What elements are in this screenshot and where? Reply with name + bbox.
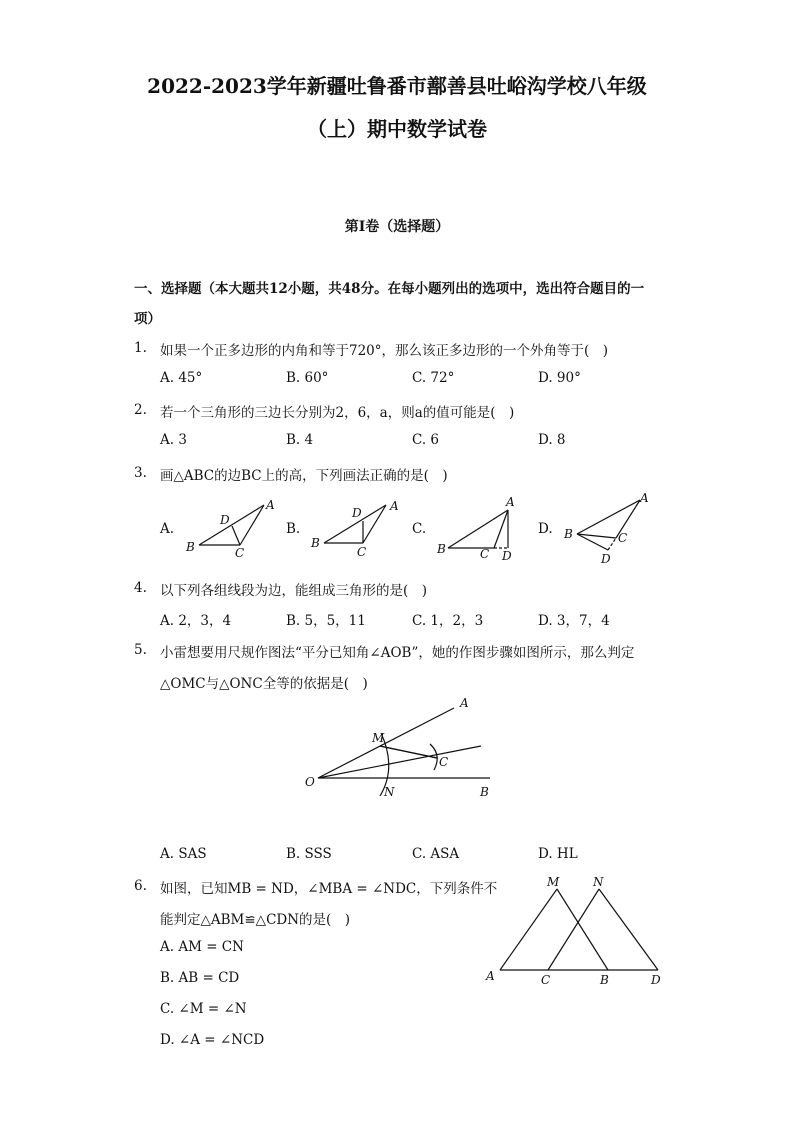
question-number: 4. xyxy=(134,580,147,596)
label-b: B xyxy=(311,536,320,550)
option-a: A. xyxy=(160,521,175,537)
label-a: A xyxy=(640,491,649,505)
label-d: D xyxy=(352,506,362,520)
q3-figure-d xyxy=(560,490,660,568)
label-b: B xyxy=(564,527,573,541)
label-d: D xyxy=(220,513,230,527)
option-a: A. 45° xyxy=(160,370,203,386)
option-b: B. 4 xyxy=(286,432,314,448)
exam-title-line1: 2022-2023学年新疆吐鲁番市鄯善县吐峪沟学校八年级 xyxy=(147,74,647,98)
question-text: 如果一个正多边形的内角和等于720°，那么该正多边形的一个外角等于( ) xyxy=(160,343,609,359)
q6-figure-triangles xyxy=(482,870,672,992)
question-text-line2: △OMC与△ONC全等的依据是( ) xyxy=(160,676,368,692)
label-d: D xyxy=(651,973,661,987)
label-n: N xyxy=(384,785,395,799)
option-d: D. HL xyxy=(538,846,578,862)
label-a: A xyxy=(506,495,515,509)
q3-figure-b xyxy=(306,497,406,559)
label-c: C xyxy=(439,755,449,769)
part1-heading-line2: 项） xyxy=(134,311,161,327)
label-a: A xyxy=(460,696,469,710)
option-b: B. xyxy=(286,521,301,537)
label-c: C xyxy=(480,547,490,561)
question-text-line2: 能判定△ABM≌△CDN的是( ) xyxy=(160,912,351,928)
label-c: C xyxy=(618,531,628,545)
option-c: C. 72° xyxy=(412,370,455,386)
option-a: A. SAS xyxy=(160,846,207,862)
option-c: C. 6 xyxy=(412,432,440,448)
label-b: B xyxy=(480,785,489,799)
option-c: C. ∠M = ∠N xyxy=(160,1001,247,1017)
question-text: 若一个三角形的三边长分别为2，6，a，则a的值可能是( ) xyxy=(160,405,515,421)
label-b: B xyxy=(600,973,609,987)
option-c: C. xyxy=(412,521,427,537)
question-text: 以下列各组线段为边，能组成三角形的是( ) xyxy=(160,583,428,599)
label-c: C xyxy=(541,973,551,987)
question-number: 3. xyxy=(134,465,147,481)
label-d: D xyxy=(502,549,512,563)
option-b: B. AB = CD xyxy=(160,970,240,986)
option-c: C. ASA xyxy=(412,846,460,862)
q3-figure-c xyxy=(432,492,532,564)
label-m: M xyxy=(372,731,385,745)
option-b: B. 5，5，11 xyxy=(286,613,366,629)
option-a: A. 3 xyxy=(160,432,187,448)
question-text: 画△ABC的边BC上的高，下列画法正确的是( ) xyxy=(160,468,448,484)
option-b: B. SSS xyxy=(286,846,332,862)
option-a: A. AM = CN xyxy=(160,939,244,955)
volume-heading: 第I卷（选择题） xyxy=(344,219,450,235)
question-number: 2. xyxy=(134,402,147,418)
question-number: 1. xyxy=(134,340,147,356)
label-o: O xyxy=(305,775,315,789)
label-a: A xyxy=(486,969,495,983)
label-c: C xyxy=(357,545,367,559)
option-d: D. 90° xyxy=(538,370,581,386)
question-number: 5. xyxy=(134,642,147,658)
label-a: A xyxy=(266,498,275,512)
q5-figure-angle-bisector xyxy=(300,692,500,804)
exam-title-line2: （上）期中数学试卷 xyxy=(307,117,487,141)
option-b: B. 60° xyxy=(286,370,329,386)
label-a: A xyxy=(390,499,399,513)
option-a: A. 2，3，4 xyxy=(160,613,232,629)
option-d: D. ∠A = ∠NCD xyxy=(160,1032,265,1048)
question-text-line1: 小雷想要用尺规作图法“平分已知角∠AOB”，她的作图步骤如图所示，那么判定 xyxy=(160,645,635,661)
label-b: B xyxy=(437,542,446,556)
part1-heading-line1: 一、选择题（本大题共12小题，共48分。在每小题列出的选项中，选出符合题目的一 xyxy=(134,281,645,297)
q3-figure-a xyxy=(180,495,280,557)
label-n: N xyxy=(593,875,604,889)
option-c: C. 1，2，3 xyxy=(412,613,484,629)
option-d: D. 8 xyxy=(538,432,566,448)
label-c: C xyxy=(235,546,245,557)
label-d: D xyxy=(601,552,611,566)
option-d: D. xyxy=(538,521,553,537)
label-b: B xyxy=(186,540,195,554)
question-text-line1: 如图，已知MB = ND，∠MBA = ∠NDC，下列条件不 xyxy=(160,881,498,897)
option-d: D. 3，7，4 xyxy=(538,613,610,629)
label-m: M xyxy=(547,875,560,889)
question-number: 6. xyxy=(134,878,147,894)
